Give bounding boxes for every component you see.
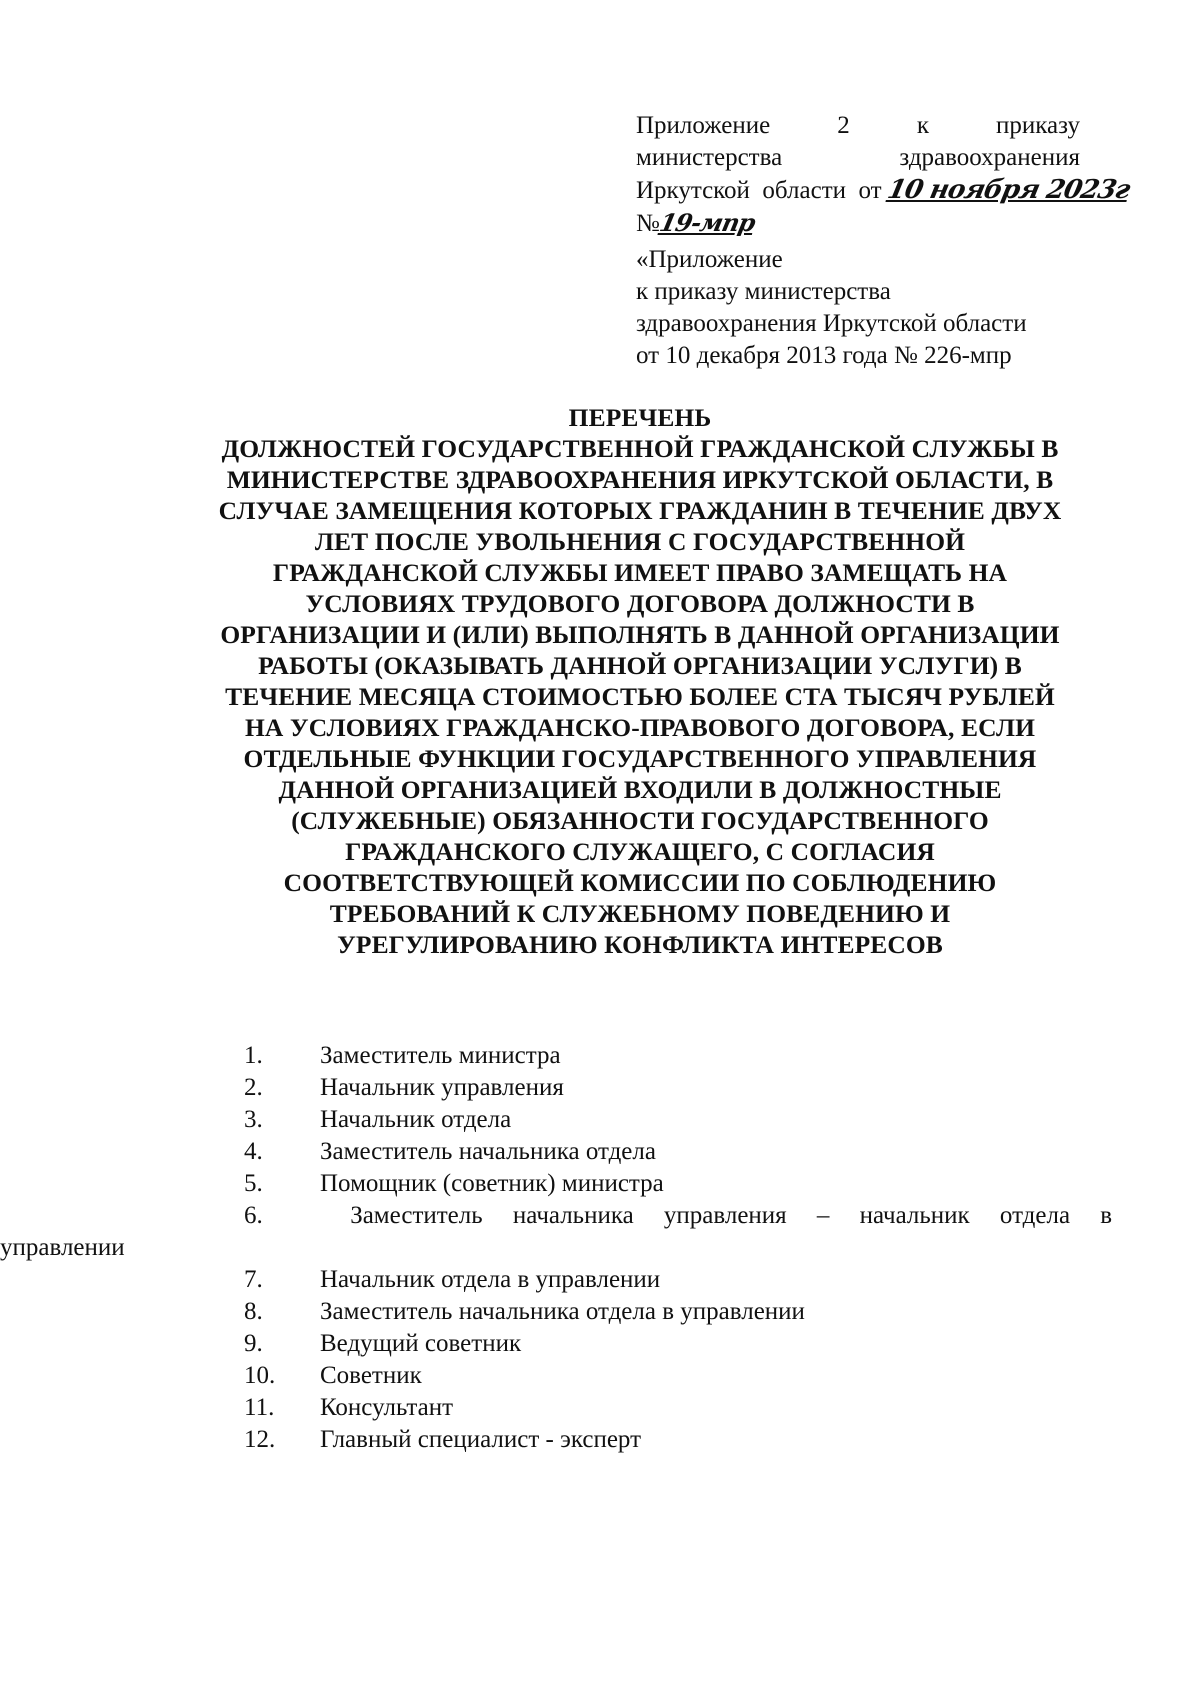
- item-text: Начальник отдела в управлении: [320, 1266, 661, 1293]
- header-word: к: [916, 112, 929, 139]
- header-word: приказу: [996, 112, 1081, 139]
- item-text: Начальник отдела: [320, 1106, 512, 1133]
- handwritten-number: 19-мпр: [656, 208, 758, 237]
- title-line: СООТВЕТСТВУЮЩЕЙ КОМИССИИ ПО СОБЛЮДЕНИЮ: [283, 868, 997, 897]
- header-word: здравоохранения: [899, 144, 1080, 171]
- title-line: (СЛУЖЕБНЫЕ) ОБЯЗАННОСТИ ГОСУДАРСТВЕННОГО: [291, 806, 989, 835]
- item-number: 6.: [244, 1202, 263, 1229]
- header-line-4: [636, 207, 1080, 240]
- item-number: 10.: [244, 1362, 276, 1389]
- title-line: НА УСЛОВИЯХ ГРАЖДАНСКО-ПРАВОВОГО ДОГОВОРА, ЕСЛИ: [244, 713, 1036, 742]
- list-item: [172, 1360, 1112, 1392]
- title-line: ТЕЧЕНИЕ МЕСЯЦА СТОИМОСТЬЮ БОЛЕЕ СТА ТЫСЯЧ РУБЛЕЙ: [225, 682, 1055, 711]
- list-item: [172, 1328, 1112, 1360]
- header-number-prefix: №: [636, 210, 660, 237]
- item-word: начальник: [859, 1202, 970, 1229]
- item-text: Советник: [320, 1362, 422, 1389]
- list-item: [172, 1040, 1112, 1072]
- title-line: ГРАЖДАНСКОЙ СЛУЖБЫ ИМЕЕТ ПРАВО ЗАМЕЩАТЬ НА: [272, 558, 1008, 587]
- item-number: 1.: [244, 1042, 263, 1069]
- list-item: [0, 1200, 1113, 1264]
- list-item: [172, 1264, 1112, 1296]
- title-line: ГРАЖДАНСКОГО СЛУЖАЩЕГО, С СОГЛАСИЯ: [345, 837, 935, 866]
- item-word: в: [1100, 1202, 1113, 1229]
- sub-line: «Приложение: [636, 246, 783, 273]
- header-word: министерства: [636, 144, 783, 171]
- title-heading: ПЕРЕЧЕНЬ: [568, 403, 712, 432]
- item-number: 2.: [244, 1074, 263, 1101]
- title-line: ДОЛЖНОСТЕЙ ГОСУДАРСТВЕННОЙ ГРАЖДАНСКОЙ СЛУЖБЫ В: [221, 434, 1059, 463]
- header-word: 2: [837, 112, 850, 139]
- item-text: Начальник управления: [320, 1074, 564, 1101]
- item-text: Консультант: [320, 1394, 454, 1421]
- item-text: Ведущий советник: [320, 1330, 522, 1357]
- list-item: [172, 1104, 1112, 1136]
- list-item: [172, 1296, 1112, 1328]
- positions-list: [0, 1040, 1113, 1456]
- item-text: Заместитель начальника отдела в управлении: [320, 1298, 805, 1325]
- title-line: МИНИСТЕРСТВЕ ЗДРАВООХРАНЕНИЯ ИРКУТСКОЙ ОБЛАСТИ, В: [226, 465, 1054, 494]
- title-line: ЛЕТ ПОСЛЕ УВОЛЬНЕНИЯ С ГОСУДАРСТВЕННОЙ: [314, 527, 966, 556]
- header-line-2: [636, 142, 1080, 174]
- title-line: УСЛОВИЯХ ТРУДОВОГО ДОГОВОРА ДОЛЖНОСТИ В: [305, 589, 975, 618]
- item-text: Помощник (советник) министра: [320, 1170, 664, 1197]
- title-line: ДАННОЙ ОРГАНИЗАЦИЕЙ ВХОДИЛИ В ДОЛЖНОСТНЫЕ: [278, 775, 1002, 804]
- item-word: управления: [663, 1202, 787, 1229]
- appendix-header: [636, 110, 1132, 372]
- item-word: –: [816, 1202, 830, 1229]
- header-date-prefix: Иркутской области от: [636, 177, 882, 204]
- title-line: ОТДЕЛЬНЫЕ ФУНКЦИИ ГОСУДАРСТВЕННОГО УПРАВЛЕНИЯ: [243, 744, 1037, 773]
- item-text: Главный специалист - эксперт: [320, 1426, 642, 1453]
- original-appendix-reference: [636, 244, 1080, 372]
- header-word: Приложение: [636, 112, 771, 139]
- item-number: 9.: [244, 1330, 263, 1357]
- item-number: 8.: [244, 1298, 263, 1325]
- list-item: [172, 1136, 1112, 1168]
- item-number: 12.: [244, 1426, 276, 1453]
- item-number: 5.: [244, 1170, 263, 1197]
- item-word: начальника: [512, 1202, 634, 1229]
- item-text: Заместитель начальника отдела: [320, 1138, 656, 1165]
- list-item: [172, 1168, 1112, 1200]
- list-item: [172, 1072, 1112, 1104]
- sub-line: здравоохранения Иркутской области: [636, 310, 1027, 337]
- title-line: РАБОТЫ (ОКАЗЫВАТЬ ДАННОЙ ОРГАНИЗАЦИИ УСЛУГИ) В: [258, 651, 1022, 680]
- item-text-line-2: управлении: [0, 1234, 125, 1261]
- item-number: 7.: [244, 1266, 263, 1293]
- header-line-3: [636, 174, 1132, 207]
- item-word: Заместитель: [350, 1202, 483, 1229]
- sub-line: от 10 декабря 2013 года № 226-мпр: [636, 342, 1012, 369]
- item-number: 3.: [244, 1106, 263, 1133]
- header-line-1: [636, 110, 1080, 142]
- list-item: [172, 1392, 1112, 1424]
- item-text: Заместитель министра: [320, 1042, 561, 1069]
- item-word: отдела: [999, 1202, 1071, 1229]
- handwritten-date: 10 ноября 2023г: [884, 175, 1132, 205]
- item-number: 11.: [244, 1394, 275, 1421]
- title-line: УРЕГУЛИРОВАНИЮ КОНФЛИКТА ИНТЕРЕСОВ: [337, 930, 943, 959]
- sub-line: к приказу министерства: [636, 278, 891, 305]
- title-line: СЛУЧАЕ ЗАМЕЩЕНИЯ КОТОРЫХ ГРАЖДАНИН В ТЕЧЕНИЕ ДВУХ: [218, 496, 1062, 525]
- item-text-line-1: [172, 1200, 1112, 1232]
- title-line: ОРГАНИЗАЦИИ И (ИЛИ) ВЫПОЛНЯТЬ В ДАННОЙ ОРГАНИЗАЦИИ: [220, 620, 1060, 649]
- title-line: ТРЕБОВАНИЙ К СЛУЖЕБНОМУ ПОВЕДЕНИЮ И: [329, 899, 951, 928]
- list-item: [172, 1424, 1112, 1456]
- document-title: [160, 402, 1120, 960]
- item-number: 4.: [244, 1138, 263, 1165]
